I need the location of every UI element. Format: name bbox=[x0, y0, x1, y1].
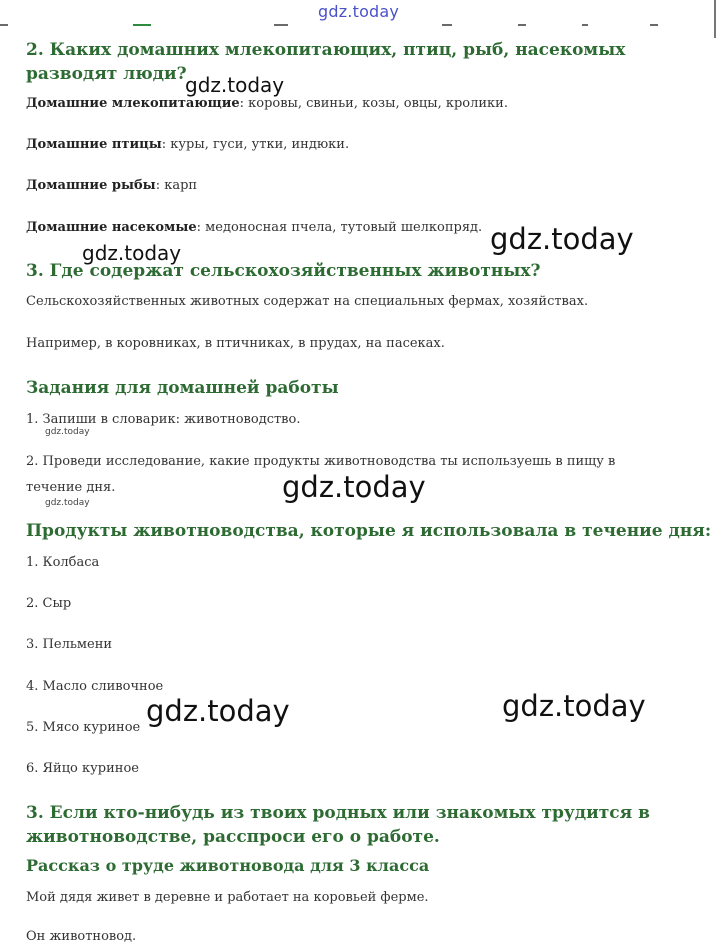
task-item: 1. Запиши в словарик: животноводство. bbox=[26, 412, 301, 427]
list-item bbox=[26, 132, 349, 158]
item-text: : карп bbox=[155, 178, 198, 193]
watermark: gdz.today bbox=[185, 73, 285, 97]
watermark: gdz.today bbox=[45, 427, 90, 437]
paragraph: Он животновод. bbox=[26, 929, 137, 944]
heading-question-3: 3. Где содержат сельскохозяйственных животных? bbox=[26, 261, 541, 281]
heading-question-2: 2. Каких домашних млекопитающих, птиц, рыб, насекомых разводят люди? bbox=[26, 40, 626, 84]
item-label: Домашние рыбы bbox=[26, 178, 156, 193]
item-text: : куры, гуси, утки, индюки. bbox=[161, 137, 350, 152]
heading-products: Продукты животноводства, которые я использовала в течение дня: bbox=[26, 521, 712, 541]
watermark: gdz.today bbox=[146, 694, 290, 728]
watermark: gdz.today bbox=[490, 222, 634, 256]
list-item: 2. Сыр bbox=[26, 596, 72, 611]
watermark: gdz.today bbox=[45, 498, 90, 508]
paragraph: Сельскохозяйственных животных содержат на специальных фермах, хозяйствах. bbox=[26, 294, 589, 309]
item-label: Домашние насекомые bbox=[26, 220, 197, 235]
heading-question-3b: 3. Если кто-нибудь из твоих родных или знакомых трудится в животноводстве, расспроси его о работе. bbox=[26, 803, 650, 847]
list-item bbox=[26, 215, 482, 241]
list-item: 3. Пельмени bbox=[26, 637, 113, 652]
watermark: gdz.today bbox=[502, 689, 646, 723]
item-label: Домашние млекопитающие bbox=[26, 96, 240, 111]
list-item: 6. Яйцо куриное bbox=[26, 761, 139, 776]
heading-homework: Задания для домашней работы bbox=[26, 378, 339, 398]
top-divider bbox=[0, 24, 717, 25]
list-item: 4. Масло сливочное bbox=[26, 679, 164, 694]
watermark: gdz.today bbox=[282, 470, 426, 504]
list-item bbox=[26, 173, 197, 199]
list-item: 1. Колбаса bbox=[26, 555, 100, 570]
top-bar bbox=[0, 0, 717, 36]
item-label: Домашние птицы bbox=[26, 137, 162, 152]
watermark: gdz.today bbox=[82, 241, 182, 265]
item-text: : медоносная пчела, тутовый шелкопряд. bbox=[196, 220, 483, 235]
paragraph: Например, в коровниках, в птичниках, в прудах, на пасеках. bbox=[26, 336, 445, 351]
subheading-story: Рассказ о труде животновода для 3 класса bbox=[26, 856, 430, 875]
scrollbar-edge bbox=[714, 0, 716, 38]
item-text: : коровы, свиньи, козы, овцы, кролики. bbox=[239, 96, 508, 111]
list-item: 5. Мясо куриное bbox=[26, 720, 141, 735]
task-item: 2. Проведи исследование, какие продукты животноводства ты используешь в пищу в течение дня. bbox=[26, 454, 616, 495]
site-logo[interactable]: gdz.today bbox=[318, 2, 400, 21]
paragraph: Мой дядя живет в деревне и работает на коровьей ферме. bbox=[26, 890, 429, 905]
